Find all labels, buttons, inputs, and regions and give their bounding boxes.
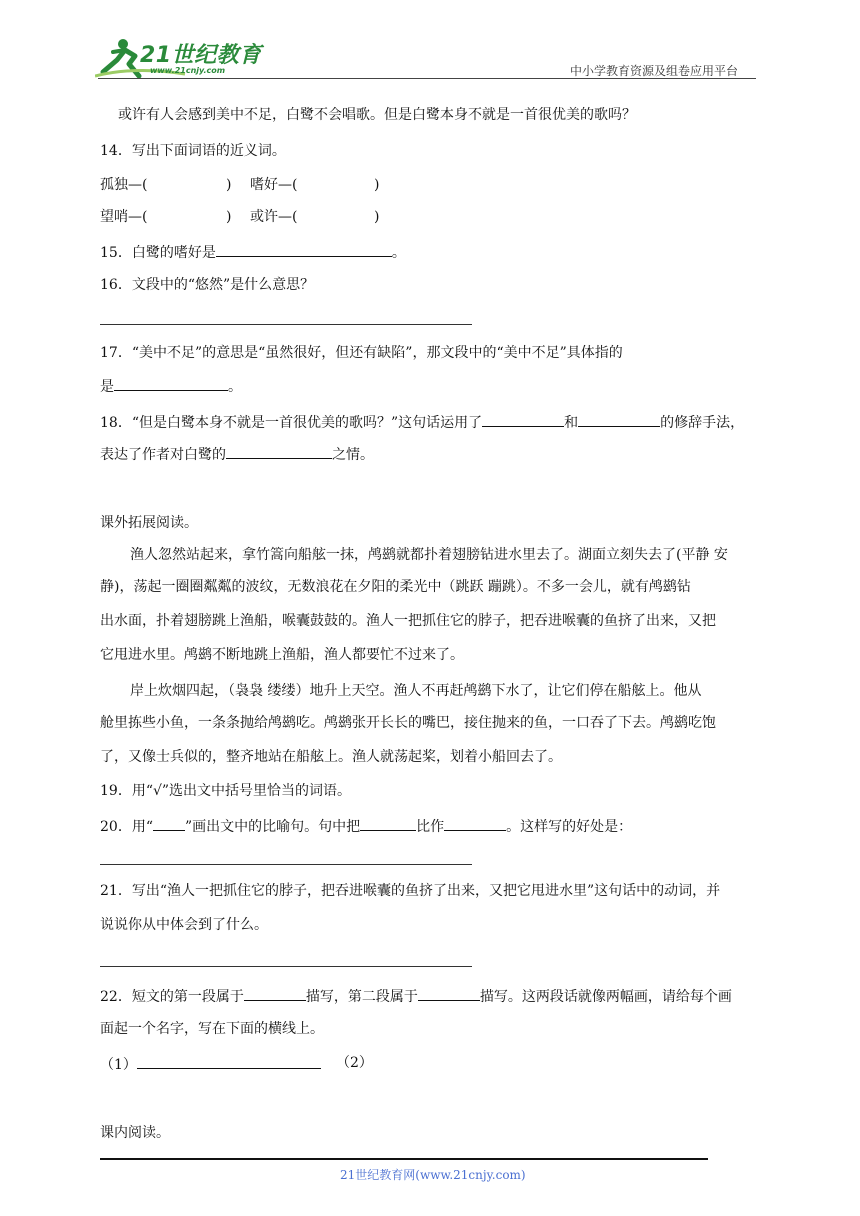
q22-sub-1 xyxy=(100,1054,321,1074)
footer-divider xyxy=(100,1158,708,1160)
q20-blank-1[interactable] xyxy=(360,816,416,831)
q14-close-2: ) xyxy=(374,177,380,193)
q22-line1-c: 描写。这两段话就像两幅画，请给每个画 xyxy=(479,989,732,1005)
passage-p2-line1: 岸上炊烟四起，（袅袅 缕缕）地升上天空。渔人不再赶鸬鹚下水了，让它们停在船舷上。他从 xyxy=(130,683,702,699)
footer-link[interactable]: 21世纪教育网(www.21cnjy.com) xyxy=(340,1168,526,1182)
q18-line1-c: 的修辞手法， xyxy=(660,415,745,431)
q21-answer-line[interactable] xyxy=(100,966,472,967)
q16-stem: 16．文段中的“悠然”是什么意思？ xyxy=(100,277,315,293)
passage-p1-line4: 它甩进水里。鸬鹚不断地跳上渔船，渔人都要忙不过来了。 xyxy=(100,647,464,663)
q15-stem: 15．白鹭的嗜好是 xyxy=(100,245,216,261)
passage-p1-line3: 出水面，扑着翅膀跳上渔船，喉囊鼓鼓的。渔人一把抓住它的脖子，把吞进喉囊的鱼挤了出来，又把 xyxy=(100,613,716,629)
q22-sub-1-blank[interactable] xyxy=(137,1054,321,1069)
q15-line xyxy=(100,242,406,262)
q14-close-3: ) xyxy=(226,209,232,225)
q19-stem: 19．用“√”选出文中括号里恰当的词语。 xyxy=(100,783,352,799)
q16-answer-line[interactable] xyxy=(100,324,472,325)
section-extra-reading: 课外拓展阅读。 xyxy=(100,515,198,531)
q14-word-1: 孤独—( xyxy=(100,177,148,193)
q22-sub-2-label: （2） xyxy=(336,1055,373,1071)
passage-p1-line2: 静)，荡起一圈圈粼粼的波纹，无数浪花在夕阳的柔光中（跳跃 蹦跳）。不多一会儿，就有鸬鹚钻 xyxy=(100,579,691,595)
q18-blank-3[interactable] xyxy=(226,444,332,459)
passage-p1-line1: 渔人忽然站起来，拿竹篙向船舷一抹，鸬鹚就都扑着翅膀钻进水里去了。湖面立刻失去了(平静 安 xyxy=(130,547,728,563)
q17-answer-blank[interactable] xyxy=(114,376,228,391)
q22-line1-a: 22．短文的第一段属于 xyxy=(100,989,244,1005)
q17-line2 xyxy=(100,376,242,396)
q20-c: 比作 xyxy=(416,819,445,835)
q17-line2-b: 。 xyxy=(228,379,242,395)
q20-a: 20．用“ xyxy=(100,819,153,835)
q20-line xyxy=(100,816,632,836)
q21-line1: 21．写出“渔人一把抓住它的脖子，把吞进喉囊的鱼挤了出来，又把它甩进水里”这句话中的动词，并 xyxy=(100,883,721,899)
q18-blank-2[interactable] xyxy=(578,412,660,427)
platform-title: 中小学教育资源及组卷应用平台 xyxy=(570,64,739,78)
intro-paragraph: 或许有人会感到美中不足，白鹭不会唱歌。但是白鹭本身不就是一首很优美的歌吗？ xyxy=(118,107,636,123)
q14-close-4: ) xyxy=(374,209,380,225)
q14-stem: 14．写出下面词语的近义词。 xyxy=(100,143,286,159)
q22-line2: 面起一个名字，写在下面的横线上。 xyxy=(100,1021,324,1037)
q14-close-1: ) xyxy=(226,177,232,193)
q15-end: 。 xyxy=(391,245,406,261)
section-in-class-reading: 课内阅读。 xyxy=(100,1125,170,1141)
q20-d: 。这样写的好处是： xyxy=(506,819,633,835)
q18-line1-a: 18．“但是白鹭本身不就是一首很优美的歌吗？”这句话运用了 xyxy=(100,415,483,431)
q18-line2-b: 之情。 xyxy=(332,447,374,463)
q22-blank-2[interactable] xyxy=(418,986,480,1001)
q14-word-2: 嗜好—( xyxy=(250,177,298,193)
q22-line1 xyxy=(100,986,732,1006)
q18-line1-b: 和 xyxy=(564,415,579,431)
q20-blank-2[interactable] xyxy=(444,816,506,831)
header-divider xyxy=(98,78,756,79)
q14-word-3: 望哨—( xyxy=(100,209,148,225)
q20-answer-line[interactable] xyxy=(100,864,472,865)
q17-line2-a: 是 xyxy=(100,379,114,395)
logo-url: www.21cnjy.com xyxy=(150,66,226,75)
passage-p2-line2: 舱里拣些小鱼，一条条抛给鸬鹚吃。鸬鹚张开长长的嘴巴，接住抛来的鱼，一口吞了下去。鸬鹚吃饱 xyxy=(100,715,716,731)
q20-b: ”画出文中的比喻句。句中把 xyxy=(184,819,361,835)
q22-blank-1[interactable] xyxy=(244,986,306,1001)
q18-line2 xyxy=(100,444,374,464)
logo-text: 21世纪教育 xyxy=(140,43,262,68)
q20-blank-symbol xyxy=(153,816,185,831)
q22-line1-b: 描写，第二段属于 xyxy=(305,989,418,1005)
q21-line2: 说说你从中体会到了什么。 xyxy=(100,917,268,933)
q14-word-4: 或许—( xyxy=(250,209,298,225)
q18-blank-1[interactable] xyxy=(482,412,564,427)
passage-p2-line3: 了，又像士兵似的，整齐地站在船舷上。渔人就荡起桨，划着小船回去了。 xyxy=(100,749,562,765)
q15-answer-blank[interactable] xyxy=(216,242,392,257)
q17-line1: 17．“美中不足”的意思是“虽然很好，但还有缺陷”，那文段中的“美中不足”具体指的 xyxy=(100,345,623,361)
q18-line1 xyxy=(100,412,744,432)
q22-sub-1-label: （1） xyxy=(100,1057,137,1073)
q18-line2-a: 表达了作者对白鹭的 xyxy=(100,447,226,463)
